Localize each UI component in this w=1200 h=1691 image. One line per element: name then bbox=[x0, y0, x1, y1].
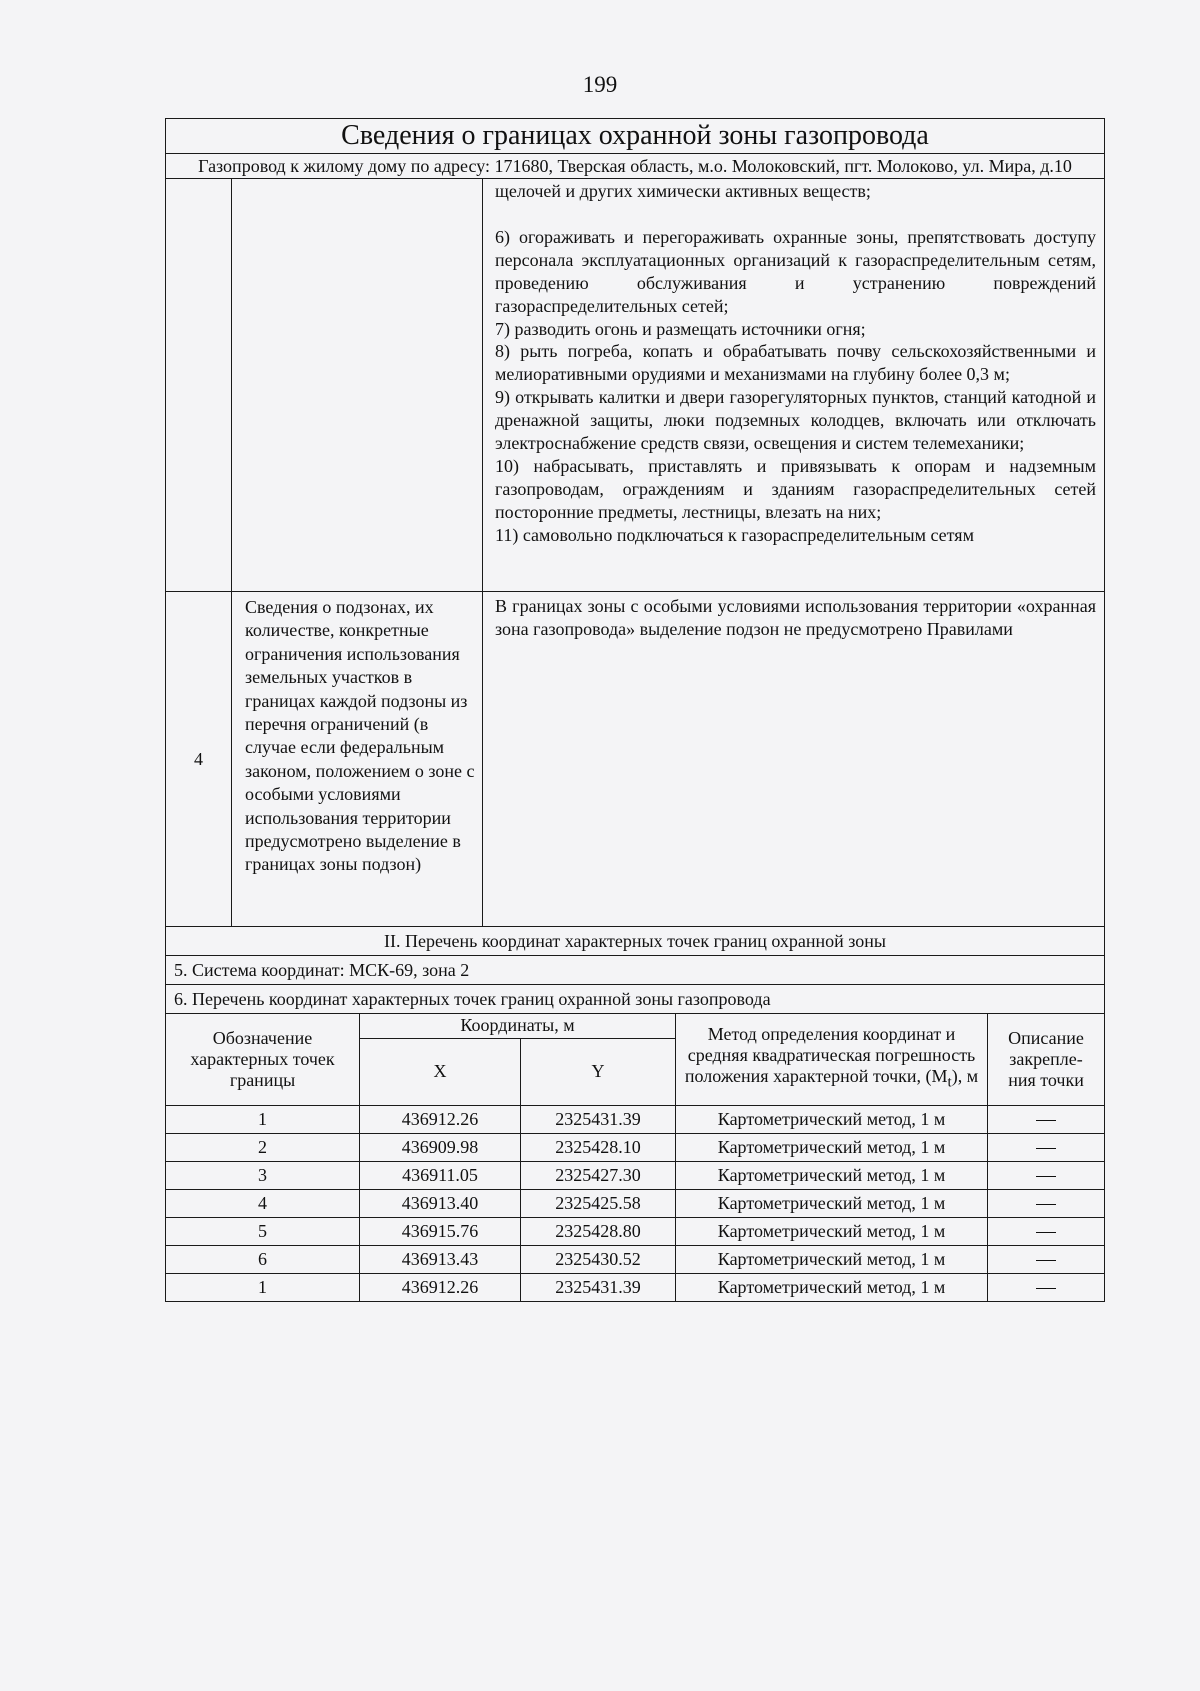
restriction-item-11: 11) самовольно подключаться к газораспределительным сетям bbox=[495, 524, 974, 545]
coord-header-row-1 bbox=[166, 1013, 1105, 1038]
cell-point: 3 bbox=[166, 1161, 360, 1189]
restriction-item-7: 7) разводить огонь и размещать источники огня; bbox=[495, 318, 866, 339]
dash-mark bbox=[1036, 1148, 1056, 1150]
cell-method: Картометрический метод, 1 м bbox=[676, 1273, 988, 1301]
subzones-value: В границах зоны с особыми условиями использования территории «охранная зона газопровода» выделение подзон не предусмотрено Правилами bbox=[483, 592, 1105, 927]
coordinates-table bbox=[165, 1013, 1105, 1302]
paragraph-gap bbox=[495, 203, 1096, 226]
subtitle-row bbox=[166, 154, 1105, 179]
header-method-subscript: t bbox=[947, 1074, 952, 1091]
cell-y: 2325430.52 bbox=[521, 1245, 676, 1273]
table-row bbox=[166, 1245, 1105, 1273]
subzones-label: Сведения о подзонах, их количестве, конкретные ограничения использования земельных участков в границах каждой подзоны из перечня ограничений (в случае если федеральным законом, положением о зоне с особыми условиями использования территории предусмотрено выделение в границах зоны подзон) bbox=[232, 592, 483, 927]
cell-y: 2325431.39 bbox=[521, 1105, 676, 1133]
dash-mark bbox=[1036, 1204, 1056, 1206]
cell-desc bbox=[988, 1189, 1105, 1217]
cell-x: 436913.40 bbox=[360, 1189, 521, 1217]
cell-point: 5 bbox=[166, 1217, 360, 1245]
cell-x: 436911.05 bbox=[360, 1161, 521, 1189]
cell-point: 1 bbox=[166, 1273, 360, 1301]
header-x: X bbox=[360, 1038, 521, 1105]
header-method-unit: ), м bbox=[951, 1066, 979, 1087]
cell-method: Картометрический метод, 1 м bbox=[676, 1133, 988, 1161]
restrictions-label-cell bbox=[232, 179, 483, 592]
cell-x: 436915.76 bbox=[360, 1217, 521, 1245]
header-y: Y bbox=[521, 1038, 676, 1105]
zone-document bbox=[165, 118, 1104, 1302]
header-coords: Координаты, м bbox=[360, 1013, 676, 1038]
table-row bbox=[166, 1161, 1105, 1189]
cell-x: 436912.26 bbox=[360, 1273, 521, 1301]
cell-point: 2 bbox=[166, 1133, 360, 1161]
cell-method: Картометрический метод, 1 м bbox=[676, 1217, 988, 1245]
restriction-item-8: 8) рыть погреба, копать и обрабатывать почву сельскохозяйственными и мелиоративными орудиями и механизмами на глубину более 0,3 м; bbox=[495, 341, 1097, 385]
cell-point: 1 bbox=[166, 1105, 360, 1133]
table-row bbox=[166, 1133, 1105, 1161]
cell-desc bbox=[988, 1105, 1105, 1133]
restrictions-text-cell bbox=[483, 179, 1105, 592]
page-number: 199 bbox=[582, 72, 618, 97]
cell-desc bbox=[988, 1273, 1105, 1301]
document-subtitle: Газопровод к жилому дому по адресу: 171680, Тверская область, м.о. Молоковский, пгт. Молоково, ул. Мира, д.10 bbox=[166, 154, 1105, 179]
dash-mark bbox=[1036, 1288, 1056, 1290]
header-method bbox=[676, 1013, 988, 1105]
cell-x: 436909.98 bbox=[360, 1133, 521, 1161]
title-row bbox=[166, 119, 1105, 154]
restriction-item-6: 6) огораживать и перегораживать охранные зоны, препятствовать доступу персонала эксплуатационных организаций к газораспределительным сетям, проведению обслуживания и устранению повреждений газораспределительных сетей; bbox=[495, 226, 1097, 316]
table-row bbox=[166, 1273, 1105, 1301]
cell-method: Картометрический метод, 1 м bbox=[676, 1245, 988, 1273]
cell-y: 2325431.39 bbox=[521, 1273, 676, 1301]
cell-desc bbox=[988, 1133, 1105, 1161]
cell-y: 2325428.80 bbox=[521, 1217, 676, 1245]
cell-point: 4 bbox=[166, 1189, 360, 1217]
dash-mark bbox=[1036, 1176, 1056, 1178]
document-title: Сведения о границах охранной зоны газопровода bbox=[166, 119, 1105, 154]
subzones-row bbox=[166, 592, 1105, 927]
coord-table-body bbox=[166, 1105, 1105, 1301]
header-desc: Описание закрепле-ния точки bbox=[988, 1013, 1105, 1105]
section2-title: II. Перечень координат характерных точек границ охранной зоны bbox=[166, 927, 1105, 956]
dash-mark bbox=[1036, 1120, 1056, 1122]
dash-mark bbox=[1036, 1232, 1056, 1234]
dash-mark bbox=[1036, 1260, 1056, 1262]
table-row bbox=[166, 1189, 1105, 1217]
restrictions-row bbox=[166, 179, 1105, 592]
header-point: Обозначение характерных точек границы bbox=[166, 1013, 360, 1105]
cell-y: 2325425.58 bbox=[521, 1189, 676, 1217]
cell-desc bbox=[988, 1245, 1105, 1273]
cell-method: Картометрический метод, 1 м bbox=[676, 1105, 988, 1133]
coord-system: 5. Система координат: МСК-69, зона 2 bbox=[166, 956, 1105, 985]
cell-y: 2325428.10 bbox=[521, 1133, 676, 1161]
cell-method: Картометрический метод, 1 м bbox=[676, 1161, 988, 1189]
cell-x: 436912.26 bbox=[360, 1105, 521, 1133]
restriction-item-10: 10) набрасывать, приставлять и привязывать к опорам и надземным газопроводам, ограждениям и зданиям газораспределительных сетей посторонние предметы, лестницы, влезать на них; bbox=[495, 455, 1097, 522]
table-row bbox=[166, 1105, 1105, 1133]
restrictions-number-cell bbox=[166, 179, 232, 592]
coord-list-title-row bbox=[166, 985, 1105, 1014]
cell-point: 6 bbox=[166, 1245, 360, 1273]
cell-method: Картометрический метод, 1 м bbox=[676, 1189, 988, 1217]
subzones-number: 4 bbox=[166, 592, 232, 927]
zone-info-table bbox=[165, 118, 1105, 1014]
cell-y: 2325427.30 bbox=[521, 1161, 676, 1189]
coord-system-row bbox=[166, 956, 1105, 985]
restriction-item-9: 9) открывать калитки и двери газорегуляторных пунктов, станций катодной и дренажной защиты, люки подземных колодцев, включать или отключать электроснабжение средств связи, освещения и систем телемеханики; bbox=[495, 387, 1097, 454]
cell-desc bbox=[988, 1217, 1105, 1245]
restriction-line-0: щелочей и других химически активных веществ; bbox=[495, 181, 871, 201]
coord-list-title: 6. Перечень координат характерных точек границ охранной зоны газопровода bbox=[166, 985, 1105, 1014]
cell-desc bbox=[988, 1161, 1105, 1189]
section2-row bbox=[166, 927, 1105, 956]
header-method-text: Метод определения координат и средняя квадратическая погрешность положения характерной точки, (M bbox=[684, 1024, 976, 1087]
table-row bbox=[166, 1217, 1105, 1245]
cell-x: 436913.43 bbox=[360, 1245, 521, 1273]
